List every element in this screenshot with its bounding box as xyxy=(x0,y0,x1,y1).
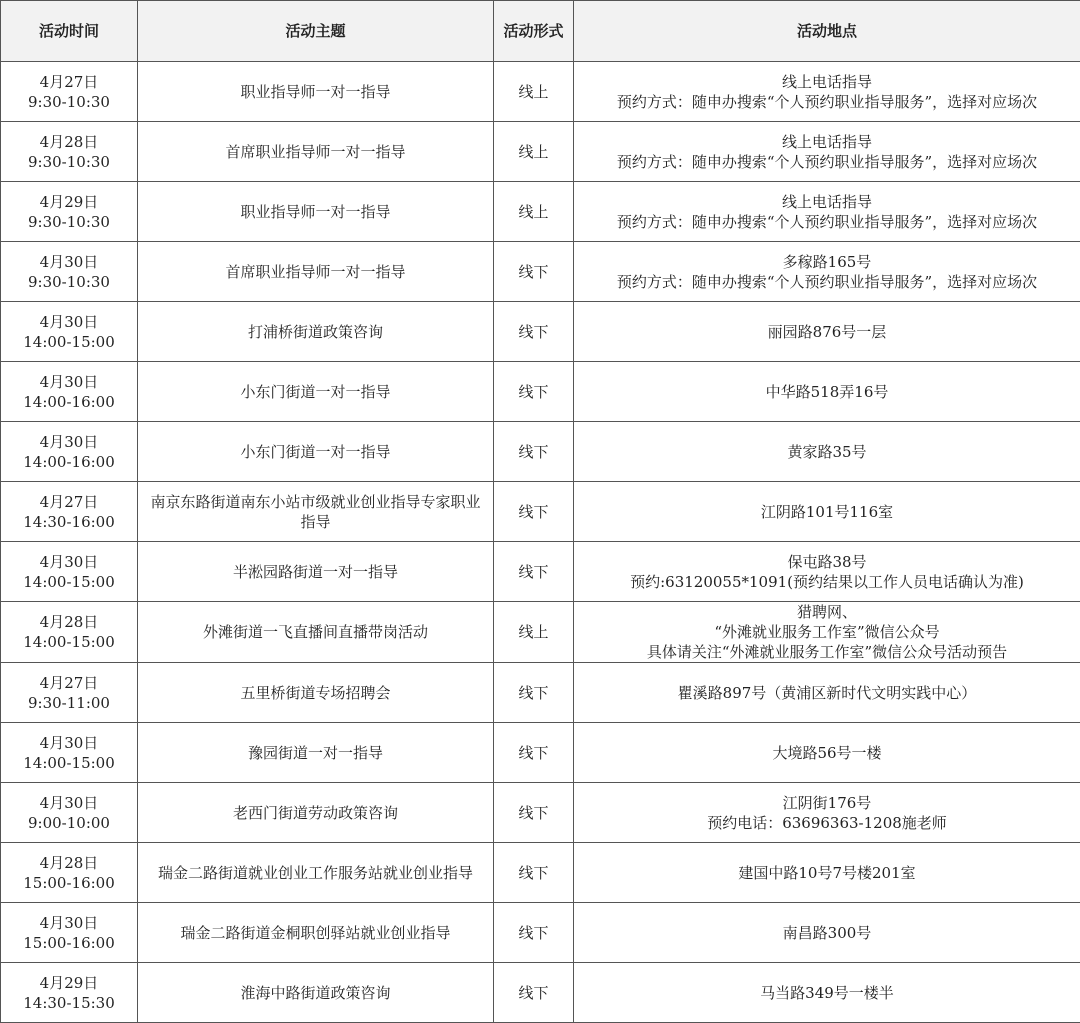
cell-time xyxy=(1,182,138,242)
activity-location-line: 猎聘网、 xyxy=(580,602,1074,622)
cell-time xyxy=(1,723,138,783)
cell-topic xyxy=(138,963,494,1023)
table-row xyxy=(1,843,1080,903)
activity-format: 线下 xyxy=(518,804,548,822)
cell-location xyxy=(574,602,1080,663)
activity-location-line: 预约电话：63696363-1208施老师 xyxy=(580,813,1074,833)
cell-format xyxy=(494,542,574,602)
table-row xyxy=(1,602,1080,663)
activity-topic: 职业指导师一对一指导 xyxy=(144,82,487,102)
cell-topic xyxy=(138,122,494,182)
activity-topic: 首席职业指导师一对一指导 xyxy=(144,142,487,162)
activity-topic: 外滩街道一飞直播间直播带岗活动 xyxy=(144,622,487,642)
activity-topic: 南京东路街道南东小站市级就业创业指导专家职业指导 xyxy=(144,492,487,532)
cell-location xyxy=(574,122,1080,182)
cell-topic xyxy=(138,302,494,362)
activity-date: 4月29日 xyxy=(7,973,131,993)
cell-location xyxy=(574,663,1080,723)
activity-location-line: “外滩就业服务工作室”微信公众号 xyxy=(580,622,1074,642)
activity-date: 4月30日 xyxy=(7,372,131,392)
activity-location-line: 大境路56号一楼 xyxy=(580,743,1074,763)
activity-format: 线下 xyxy=(518,323,548,341)
cell-location xyxy=(574,963,1080,1023)
activity-format: 线上 xyxy=(518,623,548,641)
activity-location-line: 预约:63120055*1091(预约结果以工作人员电话确认为准) xyxy=(580,572,1074,592)
activity-time: 15:00-16:00 xyxy=(7,933,131,953)
cell-format xyxy=(494,422,574,482)
table-row xyxy=(1,242,1080,302)
activity-date: 4月30日 xyxy=(7,913,131,933)
activity-location-line: 预约方式：随申办搜索“个人预约职业指导服务”，选择对应场次 xyxy=(580,92,1074,112)
table-row xyxy=(1,482,1080,542)
activity-format: 线下 xyxy=(518,684,548,702)
cell-location xyxy=(574,62,1080,122)
activity-time: 14:30-15:30 xyxy=(7,993,131,1013)
activity-topic: 淮海中路街道政策咨询 xyxy=(144,983,487,1003)
cell-format xyxy=(494,903,574,963)
table-row xyxy=(1,362,1080,422)
cell-format xyxy=(494,783,574,843)
activity-format: 线上 xyxy=(518,83,548,101)
activity-location-line: 马当路349号一楼半 xyxy=(580,983,1074,1003)
activity-date: 4月28日 xyxy=(7,132,131,152)
cell-topic xyxy=(138,903,494,963)
cell-format xyxy=(494,963,574,1023)
activity-format: 线上 xyxy=(518,203,548,221)
cell-location xyxy=(574,362,1080,422)
cell-time xyxy=(1,122,138,182)
cell-topic xyxy=(138,843,494,903)
activity-date: 4月28日 xyxy=(7,612,131,632)
cell-time xyxy=(1,783,138,843)
table-row xyxy=(1,963,1080,1023)
activity-format: 线下 xyxy=(518,924,548,942)
cell-location xyxy=(574,302,1080,362)
cell-location xyxy=(574,723,1080,783)
header-time: 活动时间 xyxy=(1,1,138,62)
cell-time xyxy=(1,663,138,723)
activity-time: 9:00-10:00 xyxy=(7,813,131,833)
activity-date: 4月30日 xyxy=(7,733,131,753)
cell-time xyxy=(1,422,138,482)
cell-time xyxy=(1,602,138,663)
cell-format xyxy=(494,723,574,783)
table-row xyxy=(1,783,1080,843)
activity-date: 4月30日 xyxy=(7,793,131,813)
activity-topic: 五里桥街道专场招聘会 xyxy=(144,683,487,703)
cell-time xyxy=(1,963,138,1023)
cell-time xyxy=(1,482,138,542)
activity-time: 14:00-15:00 xyxy=(7,753,131,773)
cell-topic xyxy=(138,542,494,602)
activity-topic: 小东门街道一对一指导 xyxy=(144,382,487,402)
activity-location-line: 线上电话指导 xyxy=(580,72,1074,92)
header-topic: 活动主题 xyxy=(138,1,494,62)
cell-format xyxy=(494,182,574,242)
cell-topic xyxy=(138,482,494,542)
cell-time xyxy=(1,542,138,602)
cell-format xyxy=(494,302,574,362)
cell-format xyxy=(494,242,574,302)
activity-location-line: 具体请关注“外滩就业服务工作室”微信公众号活动预告 xyxy=(580,642,1074,662)
cell-format xyxy=(494,62,574,122)
activity-location-line: 保屯路38号 xyxy=(580,552,1074,572)
cell-time xyxy=(1,903,138,963)
activity-time: 15:00-16:00 xyxy=(7,873,131,893)
activity-topic: 豫园街道一对一指导 xyxy=(144,743,487,763)
activity-time: 14:00-16:00 xyxy=(7,452,131,472)
activity-date: 4月29日 xyxy=(7,192,131,212)
activity-date: 4月27日 xyxy=(7,72,131,92)
cell-topic xyxy=(138,723,494,783)
cell-location xyxy=(574,482,1080,542)
cell-time xyxy=(1,302,138,362)
cell-location xyxy=(574,783,1080,843)
table-row xyxy=(1,903,1080,963)
activity-location-line: 线上电话指导 xyxy=(580,192,1074,212)
activity-topic: 小东门街道一对一指导 xyxy=(144,442,487,462)
activity-location-line: 中华路518弄16号 xyxy=(580,382,1074,402)
activity-location-line: 瞿溪路897号（黄浦区新时代文明实践中心） xyxy=(580,683,1074,703)
activity-time: 9:30-10:30 xyxy=(7,272,131,292)
activity-date: 4月28日 xyxy=(7,853,131,873)
cell-format xyxy=(494,362,574,422)
activity-format: 线下 xyxy=(518,984,548,1002)
activity-time: 14:00-16:00 xyxy=(7,392,131,412)
activity-format: 线下 xyxy=(518,503,548,521)
activity-time: 9:30-10:30 xyxy=(7,212,131,232)
activity-location-line: 预约方式：随申办搜索“个人预约职业指导服务”，选择对应场次 xyxy=(580,272,1074,292)
activity-topic: 首席职业指导师一对一指导 xyxy=(144,262,487,282)
cell-format xyxy=(494,482,574,542)
activity-location-line: 江阴路101号116室 xyxy=(580,502,1074,522)
header-format: 活动形式 xyxy=(494,1,574,62)
table-row xyxy=(1,62,1080,122)
activity-location-line: 江阴街176号 xyxy=(580,793,1074,813)
activity-time: 9:30-10:30 xyxy=(7,152,131,172)
cell-time xyxy=(1,242,138,302)
cell-topic xyxy=(138,602,494,663)
activity-time: 14:00-15:00 xyxy=(7,572,131,592)
activity-location-line: 南昌路300号 xyxy=(580,923,1074,943)
activity-format: 线下 xyxy=(518,563,548,581)
cell-topic xyxy=(138,62,494,122)
activity-date: 4月30日 xyxy=(7,252,131,272)
cell-format xyxy=(494,122,574,182)
cell-topic xyxy=(138,783,494,843)
cell-location xyxy=(574,242,1080,302)
activity-location-line: 建国中路10号7号楼201室 xyxy=(580,863,1074,883)
activity-date: 4月27日 xyxy=(7,492,131,512)
cell-time xyxy=(1,62,138,122)
cell-format xyxy=(494,843,574,903)
cell-location xyxy=(574,542,1080,602)
table-row xyxy=(1,422,1080,482)
activity-format: 线下 xyxy=(518,864,548,882)
activity-format: 线下 xyxy=(518,383,548,401)
header-row xyxy=(1,1,1080,62)
activity-format: 线下 xyxy=(518,263,548,281)
activity-topic: 打浦桥街道政策咨询 xyxy=(144,322,487,342)
activity-time: 9:30-11:00 xyxy=(7,693,131,713)
cell-location xyxy=(574,843,1080,903)
activity-topic: 半淞园路街道一对一指导 xyxy=(144,562,487,582)
activity-location-line: 预约方式：随申办搜索“个人预约职业指导服务”，选择对应场次 xyxy=(580,152,1074,172)
activity-date: 4月30日 xyxy=(7,312,131,332)
activity-location-line: 多稼路165号 xyxy=(580,252,1074,272)
activity-time: 9:30-10:30 xyxy=(7,92,131,112)
activity-date: 4月30日 xyxy=(7,552,131,572)
activity-time: 14:00-15:00 xyxy=(7,332,131,352)
cell-location xyxy=(574,422,1080,482)
activity-format: 线下 xyxy=(518,744,548,762)
cell-time xyxy=(1,362,138,422)
cell-location xyxy=(574,903,1080,963)
table-row xyxy=(1,302,1080,362)
table-body xyxy=(1,62,1080,1023)
cell-time xyxy=(1,843,138,903)
activity-location-line: 黄家路35号 xyxy=(580,442,1074,462)
activity-topic: 瑞金二路街道金桐职创驿站就业创业指导 xyxy=(144,923,487,943)
activity-format: 线下 xyxy=(518,443,548,461)
cell-topic xyxy=(138,422,494,482)
table-row xyxy=(1,723,1080,783)
cell-topic xyxy=(138,242,494,302)
activity-location-line: 线上电话指导 xyxy=(580,132,1074,152)
header-location: 活动地点 xyxy=(574,1,1080,62)
table-row xyxy=(1,122,1080,182)
cell-topic xyxy=(138,182,494,242)
activity-topic: 职业指导师一对一指导 xyxy=(144,202,487,222)
cell-format xyxy=(494,663,574,723)
activity-time: 14:00-15:00 xyxy=(7,632,131,652)
activity-time: 14:30-16:00 xyxy=(7,512,131,532)
activity-date: 4月27日 xyxy=(7,673,131,693)
activity-date: 4月30日 xyxy=(7,432,131,452)
activity-location-line: 预约方式：随申办搜索“个人预约职业指导服务”，选择对应场次 xyxy=(580,212,1074,232)
table-row xyxy=(1,182,1080,242)
activity-location-line: 丽园路876号一层 xyxy=(580,322,1074,342)
cell-location xyxy=(574,182,1080,242)
cell-topic xyxy=(138,362,494,422)
cell-topic xyxy=(138,663,494,723)
activity-topic: 瑞金二路街道就业创业工作服务站就业创业指导 xyxy=(144,863,487,883)
cell-format xyxy=(494,602,574,663)
table-row xyxy=(1,542,1080,602)
activity-format: 线上 xyxy=(518,143,548,161)
activity-topic: 老西门街道劳动政策咨询 xyxy=(144,803,487,823)
table-row xyxy=(1,663,1080,723)
